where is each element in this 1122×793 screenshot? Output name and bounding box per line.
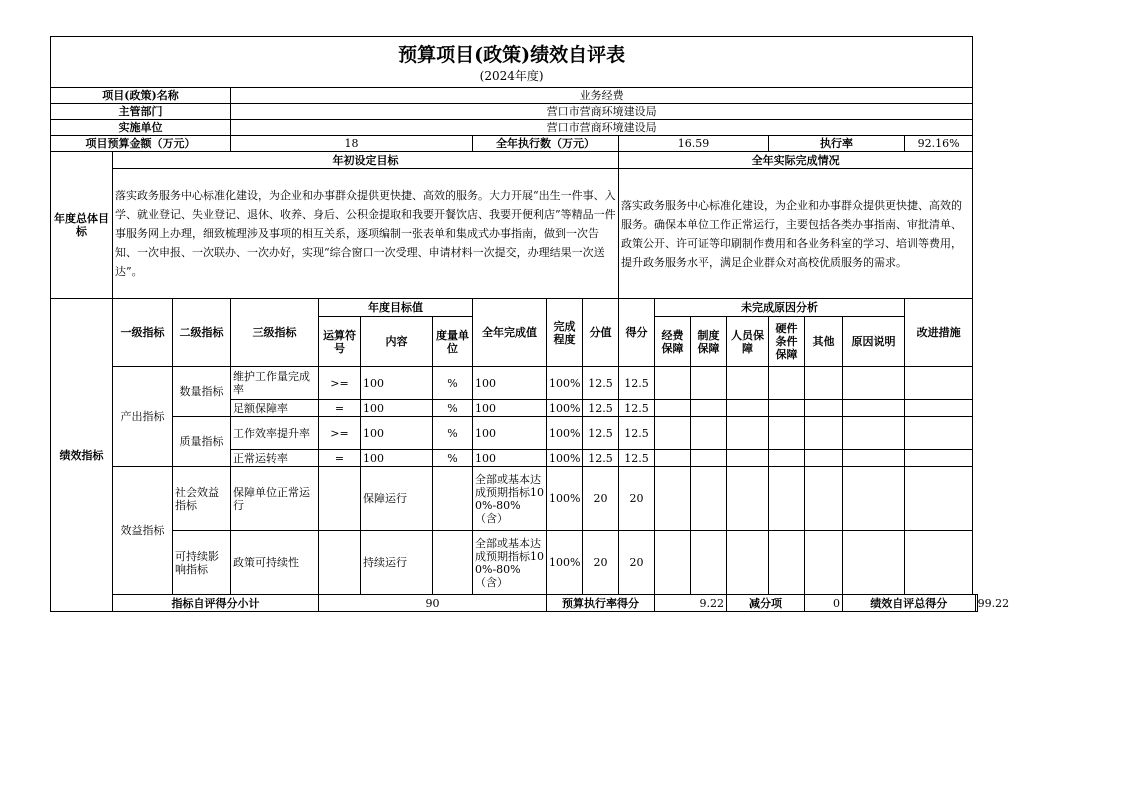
indicator-content: 持续运行 (361, 531, 433, 595)
header-level2: 二级指标 (173, 299, 231, 367)
indicator-score: 12.5 (619, 450, 655, 467)
header-weight: 分值 (583, 299, 619, 367)
indicator-weight: 12.5 (583, 417, 619, 450)
header-degree: 完成程度 (547, 299, 583, 367)
indicator-name: 正常运转率 (231, 450, 319, 467)
indicator-weight: 20 (583, 531, 619, 595)
exec-label: 全年执行数（万元） (473, 136, 619, 152)
indicator-degree: 100% (547, 367, 583, 400)
header-r-fund: 经费保障 (655, 317, 691, 367)
indicator-degree: 100% (547, 450, 583, 467)
header-r-desc: 原因说明 (843, 317, 905, 367)
indicator-name: 政策可持续性 (231, 531, 319, 595)
indicator-degree: 100% (547, 417, 583, 450)
header-improve: 改进措施 (905, 299, 973, 367)
deduct-label: 减分项 (727, 595, 805, 612)
indicator-name: 足额保障率 (231, 400, 319, 417)
indicator-actual: 全部或基本达成预期指标100%-80%（含） (473, 531, 547, 595)
rate-value: 92.16% (905, 136, 973, 152)
header-level3: 三级指标 (231, 299, 319, 367)
unit-value: 营口市营商环境建设局 (231, 120, 973, 136)
indicator-content: 100 (361, 367, 433, 400)
indicator-op: >= (319, 367, 361, 400)
indicator-weight: 12.5 (583, 400, 619, 417)
indicator-weight: 12.5 (583, 450, 619, 467)
indicator-content: 100 (361, 417, 433, 450)
sustain-label: 可持续影响指标 (173, 531, 231, 595)
goals-set-header: 年初设定目标 (113, 152, 619, 169)
indicator-name: 保障单位正常运行 (231, 467, 319, 531)
year-label: (2024年度) (51, 69, 973, 88)
subtotal-value: 90 (319, 595, 547, 612)
project-name-value: 业务经费 (231, 88, 973, 104)
total-value: 99.22 (975, 595, 977, 612)
header-r-hw: 硬件条件保障 (769, 317, 805, 367)
indicator-op: = (319, 450, 361, 467)
indicator-content: 保障运行 (361, 467, 433, 531)
indicator-degree: 100% (547, 531, 583, 595)
indicator-degree: 100% (547, 467, 583, 531)
project-name-label: 项目(政策)名称 (51, 88, 231, 104)
header-unit: 度量单位 (433, 317, 473, 367)
output-label: 产出指标 (113, 367, 173, 467)
header-level1: 一级指标 (113, 299, 173, 367)
rate-label: 执行率 (769, 136, 905, 152)
benefit-label: 效益指标 (113, 467, 173, 595)
header-op: 运算符号 (319, 317, 361, 367)
header-score: 得分 (619, 299, 655, 367)
exec-value: 16.59 (619, 136, 769, 152)
evaluation-form (50, 36, 1010, 612)
goals-set-text: 落实政务服务中心标准化建设，为企业和办事群众提供更快捷、高效的服务。大力开展“出生一件事、入学、就业登记、失业登记、退休、收养、身后、公积金提取和我要开餐饮店、我要开便利店”等精品一件事服务网上办理，细致梳理涉及事项的相互关系，逐项编制一张表单和集成式办事指南，做到一次告知、一次申报、一次联办、一次办好，实现“综合窗口一次受理、申请材料一次提交，办理结果一次送达”。 (113, 169, 619, 299)
dept-value: 营口市营商环境建设局 (231, 104, 973, 120)
social-label: 社会效益指标 (173, 467, 231, 531)
exec-score-value: 9.22 (655, 595, 727, 612)
exec-score-label: 预算执行率得分 (547, 595, 655, 612)
budget-label: 项目预算金额（万元） (51, 136, 231, 152)
indicator-degree: 100% (547, 400, 583, 417)
indicator-name: 维护工作量完成率 (231, 367, 319, 400)
header-target: 年度目标值 (319, 299, 473, 317)
indicator-name: 工作效率提升率 (231, 417, 319, 450)
quantity-label: 数量指标 (173, 367, 231, 417)
dept-label: 主管部门 (51, 104, 231, 120)
indicator-actual: 100 (473, 450, 547, 467)
indicator-unit: % (433, 417, 473, 450)
goals-actual-text: 落实政务服务中心标准化建设，为企业和办事群众提供更快捷、高效的服务。确保本单位工作正常运行，主要包括各类办事指南、审批清单、政策公开、许可证等印刷制作费用和各业务科室的学习、培训等费用，提升政务服务水平，满足企业群众对高校优质服务的需求。 (619, 169, 973, 299)
indicator-score: 12.5 (619, 400, 655, 417)
indicator-content: 100 (361, 450, 433, 467)
indicator-weight: 12.5 (583, 367, 619, 400)
indicator-score: 20 (619, 531, 655, 595)
goals-row-label: 年度总体目标 (51, 152, 113, 299)
indicator-score: 12.5 (619, 367, 655, 400)
indicator-op: >= (319, 417, 361, 450)
indicator-score: 20 (619, 467, 655, 531)
header-r-system: 制度保障 (691, 317, 727, 367)
indicator-actual: 全部或基本达成预期指标100%-80%（含） (473, 467, 547, 531)
indicator-content: 100 (361, 400, 433, 417)
indicator-unit: % (433, 367, 473, 400)
goals-actual-header: 全年实际完成情况 (619, 152, 973, 169)
indicator-unit: % (433, 450, 473, 467)
header-r-other: 其他 (805, 317, 843, 367)
indicator-actual: 100 (473, 417, 547, 450)
quality-label: 质量指标 (173, 417, 231, 467)
header-r-staff: 人员保障 (727, 317, 769, 367)
total-label: 绩效自评总得分 (843, 595, 976, 612)
evaluation-table (50, 36, 1010, 612)
indicator-op: = (319, 400, 361, 417)
header-reason: 未完成原因分析 (655, 299, 905, 317)
header-actual: 全年完成值 (473, 299, 547, 367)
unit-label: 实施单位 (51, 120, 231, 136)
header-content: 内容 (361, 317, 433, 367)
subtotal-label: 指标自评得分小计 (113, 595, 319, 612)
indicator-unit: % (433, 400, 473, 417)
indicator-score: 12.5 (619, 417, 655, 450)
page-title: 预算项目(政策)绩效自评表 (51, 37, 973, 69)
budget-value: 18 (231, 136, 473, 152)
indicator-actual: 100 (473, 400, 547, 417)
indicator-weight: 20 (583, 467, 619, 531)
deduct-value: 0 (805, 595, 843, 612)
indicator-actual: 100 (473, 367, 547, 400)
indicators-section-label: 绩效指标 (51, 299, 113, 612)
